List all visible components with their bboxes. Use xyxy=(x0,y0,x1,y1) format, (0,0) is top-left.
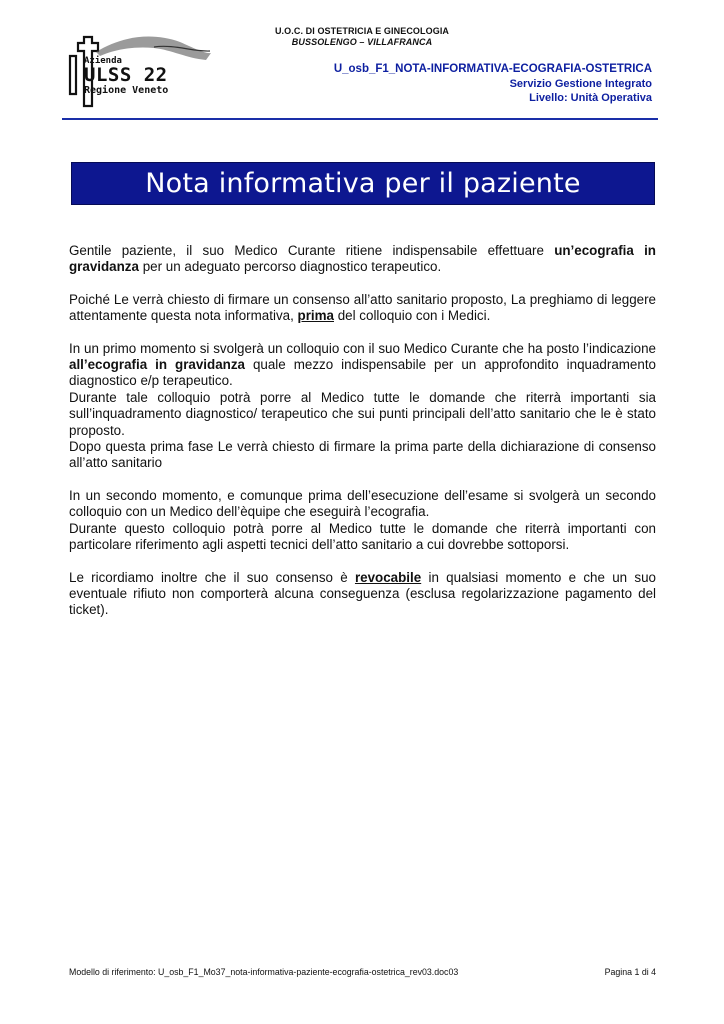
paragraph-first-signature: Dopo questa prima fase Le verrà chiesto di firmare la prima parte della dichiarazione di consenso all’atto sanitario xyxy=(69,439,656,471)
page-title: Nota informativa per il paziente xyxy=(145,168,581,199)
service-name: Servizio Gestione Integrato xyxy=(509,78,652,90)
model-reference: Modello di riferimento: U_osb_F1_Mo37_nota-informativa-paziente-ecografia-ostetrica_rev03.doc03 xyxy=(69,967,459,977)
page-number: Pagina 1 di 4 xyxy=(604,967,656,977)
text: Gentile paziente, il suo Medico Curante ritiene indispensabile effettuare xyxy=(69,243,555,258)
paragraph-revocable xyxy=(69,570,656,619)
paragraph-intro xyxy=(69,243,656,276)
logo-region: Regione Veneto xyxy=(84,85,169,96)
document-body xyxy=(69,243,656,635)
paragraph-first-meeting xyxy=(69,341,656,390)
emphasis-ecografia: un’ecografia in gravidanza xyxy=(69,243,656,275)
text: Le ricordiamo inoltre che il suo consenso è xyxy=(69,569,355,585)
text: In un primo momento si svolgerà un colloquio con il suo Medico Curante che ha posto l’indicazione xyxy=(69,340,656,356)
logo-text xyxy=(84,56,168,97)
page-footer xyxy=(69,967,656,977)
emphasis-prima: prima xyxy=(297,308,334,324)
paragraph-consent xyxy=(69,292,656,325)
department-location: BUSSOLENGO – VILLAFRANCA xyxy=(291,37,433,47)
text: quale mezzo indispensabile per un approfondito inquadramento diagnostico e/p terapeutico. xyxy=(69,357,656,389)
text: Poiché Le verrà chiesto di firmare un consenso all’atto sanitario proposto, La preghiamo di leggere attentamente questa nota informativa, xyxy=(69,291,656,324)
emphasis-ecografia-gravidanza: all’ecografia in gravidanza xyxy=(69,357,245,373)
document-level: Livello: Unità Operativa xyxy=(529,92,652,104)
text: del colloquio con i Medici. xyxy=(334,308,491,324)
paragraph-first-questions: Durante tale colloquio potrà porre al Medico tutte le domande che riterrà importanti sia sull’inquadramento diagnostico/ terapeutico che sui punti principali dell’atto sanitario che le è stato proposto. xyxy=(69,389,656,438)
logo-azienda: Azienda xyxy=(84,56,122,66)
text: per un adeguato percorso diagnostico terapeutico. xyxy=(138,259,442,275)
title-banner xyxy=(71,162,655,205)
document-info xyxy=(334,62,652,105)
department-name: U.O.C. DI OSTETRICIA E GINECOLOGIA xyxy=(274,26,450,36)
emphasis-revocabile: revocabile xyxy=(354,569,422,585)
paragraph-second-questions: Durante questo colloquio potrà porre al Medico tutte le domande che riterrà importanti con particolare riferimento agli aspetti tecnici dell’atto sanitario a cui dovrebbe sottoporsi. xyxy=(69,520,656,553)
header-divider xyxy=(62,118,658,120)
logo-ulss: ULSS 22 xyxy=(84,64,168,86)
text: in qualsiasi momento e che un suo eventuale rifiuto non comporterà alcuna conseguenza (esclusa regolarizzazione pagamento del ticket). xyxy=(69,569,656,618)
document-code: U_osb_F1_NOTA-INFORMATIVA-ECOGRAFIA-OSTETRICA xyxy=(333,63,652,75)
paragraph-second-meeting: In un secondo momento, e comunque prima dell’esecuzione dell’esame si svolgerà un secondo colloquio con un Medico dell’èquipe che eseguirà l’ecografia. xyxy=(69,487,656,520)
